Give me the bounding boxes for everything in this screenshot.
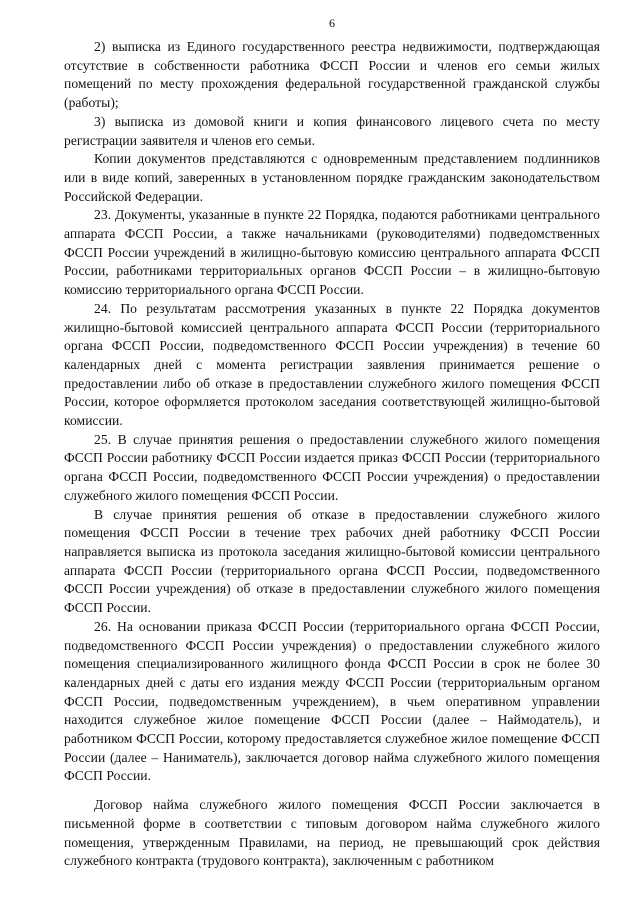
paragraph-refusal: В случае принятия решения об отказе в предоставлении служебного жилого помещения ФССП России в течение трех рабочих дней работнику ФССП России направляется выписка из протокола заседания жилищно-бытовой комиссии центрального аппарата ФССП России (территориального органа ФССП России, подведомственного ФССП России учреждения) об отказе в предоставлении служебного жилого помещения ФССП России. (64, 506, 600, 616)
paragraph-lease-contract: Договор найма служебного жилого помещения ФССП России заключается в письменной форме в соответствии с типовым договором найма служебного жилого помещения, утвержденным Правилами, на период, не превышающий срок действия служебного контракта (трудового контракта), заключенным с работником (64, 797, 600, 869)
paragraph-copies: Копии документов представляются с одновременным представлением подлинников или в виде копий, заверенных в установленном порядке гражданским законодательством Российской Федерации. (64, 151, 600, 204)
paragraph-extract-egrn: 2) выписка из Единого государственного реестра недвижимости, подтверждающая отсутствие в собственности работника ФССП России и членов его семьи жилых помещений по месту прохождения федеральной государственной гражданской службы (работы); (64, 39, 600, 111)
paragraph-item-26: 26. На основании приказа ФССП России (территориального органа ФССП России, подведомственного ФССП России учреждения) о предоставлении служебного жилого помещения специализированного жилищного фонда ФССП России в срок не более 30 календарных дней с даты его издания между ФССП России (территориальным органом ФССП России, подведомственным учреждением), в чьем оперативном управлении находится служебное жилое помещение ФССП России (далее – Наймодатель), и работником ФССП России, которому предоставляется служебное жилое помещение ФССП России (далее – Наниматель), заключается договор найма служебного жилого помещения ФССП России. (64, 618, 600, 784)
page-number: 6 (329, 16, 335, 30)
paragraph-item-24: 24. По результатам рассмотрения указанных в пункте 22 Порядка документов жилищно-бытовой комиссией центрального аппарата ФССП России (территориального органа ФССП России, подведомственного ФССП России учреждения) в течение 60 календарных дней с момента регистрации заявления принимается решение о предоставлении либо об отказе в предоставлении служебного жилого помещения ФССП России, которое оформляется протоколом заседания соответствующей жилищно-бытовой комиссии. (64, 300, 600, 429)
paragraph-item-23: 23. Документы, указанные в пункте 22 Порядка, подаются работниками центрального аппарата ФССП России, а также начальниками (руководителями) подведомственных ФССП России учреждений в жилищно-бытовую комиссию центрального аппарата ФССП России, работниками территориальных органов ФССП России – в жилищно-бытовую комиссию территориального органа ФССП России. (64, 207, 600, 298)
paragraph-item-25: 25. В случае принятия решения о предоставлении служебного жилого помещения ФССП России работнику ФССП России издается приказ ФССП России (территориального органа ФССП России, подведомственного ФССП России учреждения) о предоставлении служебного жилого помещения ФССП России. (64, 431, 600, 503)
paragraph-extract-house-book: 3) выписка из домовой книги и копия финансового лицевого счета по месту регистрации заявителя и членов его семьи. (64, 113, 600, 148)
